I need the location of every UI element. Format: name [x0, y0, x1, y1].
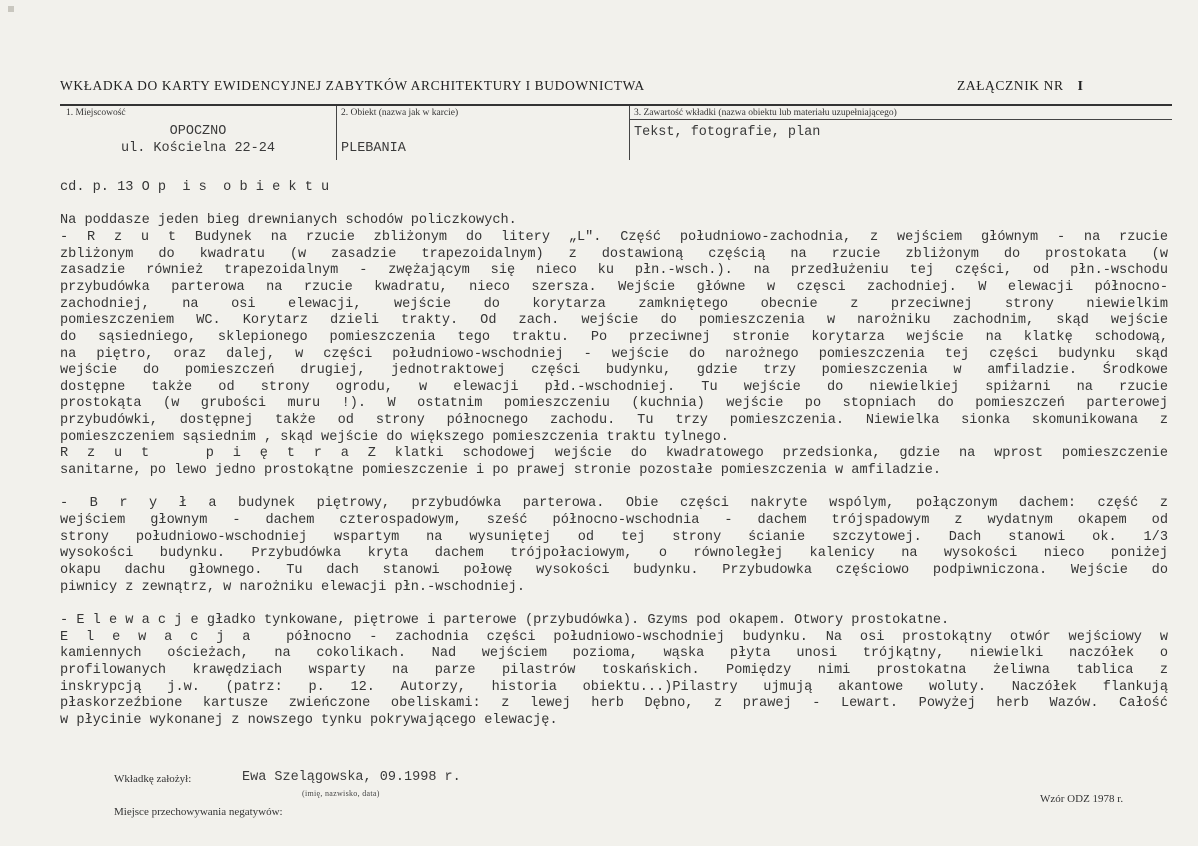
object-value: PLEBANIA	[341, 141, 406, 156]
text-line: okapu dachu głownego. Tu dach stanowi połowę wysokości budynku. Przybudowka częściowo podpiwniczona. Wejście do	[60, 562, 1168, 578]
locality-label: 1. Miejscowość	[66, 108, 126, 118]
section-heading: cd. p. 13 O p i s o b i e k t u	[60, 180, 330, 195]
corner-mark	[8, 6, 14, 12]
text-line: zachodniej, na osi elewacji, wejście do korytarza zamkniętego obecnie z przeciwnej strony niewielkim	[60, 296, 1168, 312]
text-line: wejściem głownym - dachem czterospadowym, sześć północno-wschodnia - dachem trójspadowym z wydatnym okapem od	[60, 513, 1168, 528]
text-line: przybudówki, dostępnej także od strony północnego zachodu. Tu trzy pomieszczenia. Niewielka sionka skomunikowana z	[60, 413, 1168, 429]
text-line	[60, 596, 1168, 614]
annex-heading	[957, 78, 1083, 94]
text-line: piwnicy z zewnątrz, w narożniku elewacji płn.-wschodniej.	[60, 579, 525, 595]
locality-value-town: OPOCZNO	[169, 124, 227, 139]
annex-label: ZAŁĄCZNIK NR	[957, 78, 1064, 93]
prepared-by-label: Wkładkę założył:	[114, 773, 192, 785]
text-line: w płycinie wykonanej z nowszego tynku pokrywającego elewację.	[60, 712, 558, 728]
text-line: do sąsiedniego, sklepionego pomieszczenia tego traktu. Po przeciwnej stronie korytarza wejście na klatkę schodową,	[60, 329, 1168, 345]
text-line: dostępne także od strony ogrodu, w elewacji płd.-wschodniej. Tu wejście do niewielkiej spiżarni na rzucie	[60, 379, 1168, 395]
text-line: R z u t p i ę t r a Z klatki schodowej wejście do kwadratowego przedsionka, gdzie na wprost pomieszczenie	[60, 446, 1168, 462]
template-version-label: Wzór ODZ 1978 r.	[1040, 793, 1124, 805]
text-line: wysokości budynku. Przybudówka kryta dachem trójpołaciowym, o równoległej kalenicy na wysokości nieco poniżej	[60, 546, 1168, 562]
contents-value: Tekst, fotografie, plan	[634, 125, 821, 140]
text-line: zbliżonym do kwadratu (w zasadzie trapezoidalnym) z dostawioną częścią na rzucie zbliżonym do prostokata (w	[60, 246, 1168, 262]
locality-value-street: ul. Kościelna 22-24	[121, 141, 275, 156]
text-line: przybudówka parterowa na rzucie kwadratu, nieco szersza. Wejście główne w częsci zachodniej. W elewacji północno-	[60, 279, 1168, 295]
text-line	[60, 197, 1168, 215]
locality-field	[60, 106, 337, 160]
prepared-by-hint: (imię, nazwisko, data)	[302, 789, 380, 798]
negatives-storage-label: Miejsce przechowywania negatywów:	[114, 806, 283, 818]
text-line: na piętro, oraz dalej, w części południowo-wschodniej - wejście do narożnego pomieszczenia tej części budynku skąd	[60, 346, 1168, 362]
text-line: - B r y ł a budynek piętrowy, przybudówka parterowa. Obie części nakryte wspólym, połączonym dachem: część z	[60, 496, 1168, 512]
prepared-by-value: Ewa Szelągowska, 09.1998 r.	[242, 770, 461, 785]
contents-field	[630, 106, 1172, 160]
text-line: inskrypcją j.w. (patrz: p. 12. Autorzy, historia obiektu...)Pilastry ujmują akantowe woluty. Naczółek flankują	[60, 679, 1168, 695]
text-line: kamiennych ościeżach, na cokolikach. Nad wejściem pozioma, wąska płyta unosi trójkątny, niewielki naczółek o	[60, 646, 1168, 662]
text-line: wejście do pomieszczeń drugiej, jednotraktowej części budynku, gdzie trzy pomieszczenia w amfiladzie. Środkowe	[60, 363, 1168, 379]
text-line: pomieszczeniem WC. Korytarz dzieli trakty. Od zach. wejście do pomieszczenia w narożniku zachodnim, skąd wejście	[60, 313, 1168, 329]
text-line: profilowanych krawędziach wsparty na parze pilastrów toskańskich. Pomiędzy nimi prostokatna żeliwna tablica z	[60, 662, 1168, 678]
text-line: - R z u t Budynek na rzucie zbliżonym do litery „L". Część południowo-zachodnia, z wejściem głównym - na rzucie	[60, 229, 1168, 245]
text-line: pomieszczeniem sąsiednim , skąd wejście do większego pomieszczenia traktu tylnego.	[60, 429, 729, 445]
annex-number: I	[1077, 78, 1084, 93]
text-line: Na poddasze jeden bieg drewnianych schodów policzkowych.	[60, 213, 517, 229]
text-line: - E l e w a c j e gładko tynkowane, piętrowe i parterowe (przybudówka). Gzyms pod okapem. Otwory prostokatne.	[60, 612, 950, 628]
text-line: płaskorzeźbione kartusze zwieńczone obeliskami: z lewej herb Dębno, z prawej - Lewart. Powyżej herb Wazów. Całość	[60, 696, 1168, 712]
text-line: strony południowo-wschodniej wspartym na wysuniętej od tej strony ścianie szczytowej. Dach stanowi ok. 1/3	[60, 529, 1168, 545]
form-fields-table	[60, 104, 1172, 160]
text-line	[60, 480, 1168, 498]
text-line: E l e w a c j a północno - zachodnia części południowo-wschodniej budynku. Na osi prostokątny otwór wejściowy w	[60, 629, 1168, 645]
object-field	[337, 106, 630, 160]
contents-label: 3. Zawartość wkładki (nazwa obiektu lub materiału uzupełniającego)	[634, 108, 897, 118]
text-line: sanitarne, po lewo jedno prostokątne pomieszczenie i po prawej stronie pozostałe pomieszczenia w amfiladzie.	[60, 463, 942, 479]
object-label: 2. Obiekt (nazwa jak w karcie)	[341, 108, 459, 118]
text-line: prostokąta (w grubości muru !). W ostatnim pomieszczeniu (kuchnia) wejście po stopniach do pomieszczeń parterowej	[60, 396, 1168, 412]
text-line: zasadzie również trapezoidalnym - zwężającym się nieco ku płn.-wsch.). na przedłużeniu tej części, od płn.-wschodu	[60, 263, 1168, 279]
form-title: WKŁADKA DO KARTY EWIDENCYJNEJ ZABYTKÓW ARCHITEKTURY I BUDOWNICTWA	[60, 78, 645, 93]
